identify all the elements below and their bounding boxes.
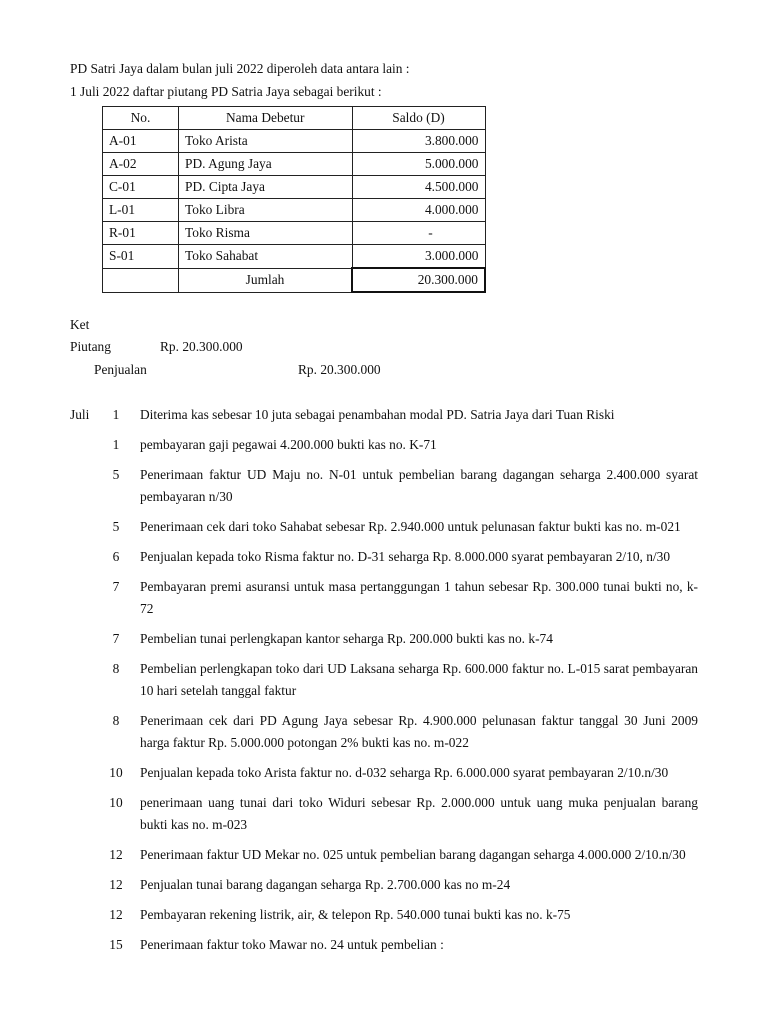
day-number: 15 [109, 937, 123, 952]
cell-no: C-01 [103, 176, 179, 199]
list-item [70, 934, 698, 956]
day-number: 7 [112, 631, 120, 646]
table-header-row [103, 107, 486, 130]
cell-name: Toko Libra [179, 199, 353, 222]
table-row [103, 245, 486, 269]
intro-line-2: 1 Juli 2022 daftar piutang PD Satria Jaya sebagai berikut : [70, 84, 382, 99]
transaction-text: Pembelian perlengkapan toko dari UD Laksana seharga Rp. 600.000 faktur no. L-015 sarat pembayaran 10 hari setelah tanggal faktur [140, 661, 698, 698]
day-number: 8 [112, 661, 120, 676]
penjualan-value: Rp. 20.300.000 [298, 362, 381, 377]
day-number: 10 [109, 795, 123, 810]
table-row [103, 130, 486, 153]
ket-title: Ket [70, 317, 90, 332]
day-number: 1 [112, 437, 120, 452]
transaction-text: Penerimaan faktur UD Maju no. N-01 untuk pembelian barang dagangan seharga 2.400.000 syarat pembayaran n/30 [140, 467, 698, 504]
month-label: Juli [70, 407, 90, 422]
cell-empty [103, 268, 179, 292]
list-item [70, 874, 698, 896]
transaction-text: Penerimaan faktur UD Mekar no. 025 untuk pembelian barang dagangan seharga 4.000.000 2/10.n/30 [140, 847, 686, 862]
day-number: 12 [109, 877, 123, 892]
cell-no: R-01 [103, 222, 179, 245]
table-row [103, 199, 486, 222]
cell-name: Toko Sahabat [179, 245, 353, 269]
transaction-text: pembayaran gaji pegawai 4.200.000 bukti kas no. K-71 [140, 437, 437, 452]
cell-name: Toko Risma [179, 222, 353, 245]
list-item [70, 904, 698, 926]
list-item [70, 710, 698, 754]
list-item [70, 516, 698, 538]
table-row [103, 153, 486, 176]
header-no: No. [103, 107, 179, 130]
cell-saldo: 4.000.000 [352, 199, 485, 222]
list-item [70, 658, 698, 702]
receivables-table [102, 106, 486, 293]
cell-name: Toko Arista [179, 130, 353, 153]
transaction-text: Pembayaran rekening listrik, air, & telepon Rp. 540.000 tunai bukti kas no. k-75 [140, 907, 571, 922]
list-item [70, 546, 698, 568]
total-label: Jumlah [179, 268, 353, 292]
day-number: 1 [112, 407, 120, 422]
list-item [70, 576, 698, 620]
transaction-text: Pembelian tunai perlengkapan kantor seharga Rp. 200.000 bukti kas no. k-74 [140, 631, 553, 646]
list-item [70, 404, 698, 426]
piutang-value: Rp. 20.300.000 [160, 339, 243, 354]
transaction-text: Penjualan kepada toko Arista faktur no. d-032 seharga Rp. 6.000.000 syarat pembayaran 2/10.n/30 [140, 765, 669, 780]
list-item [70, 434, 698, 456]
transaction-text: penerimaan uang tunai dari toko Widuri sebesar Rp. 2.000.000 untuk uang muka penjualan barang bukti kas no. m-023 [140, 795, 698, 832]
table-row [103, 176, 486, 199]
list-item [70, 628, 698, 650]
header-saldo: Saldo (D) [352, 107, 485, 130]
transaction-list [70, 404, 698, 964]
cell-saldo: 4.500.000 [352, 176, 485, 199]
transaction-text: Penjualan tunai barang dagangan seharga Rp. 2.700.000 kas no m-24 [140, 877, 511, 892]
transaction-text: Diterima kas sebesar 10 juta sebagai penambahan modal PD. Satria Jaya dari Tuan Riski [140, 407, 615, 422]
penjualan-label: Penjualan [94, 362, 147, 377]
cell-no: L-01 [103, 199, 179, 222]
cell-saldo: 3.000.000 [352, 245, 485, 269]
transaction-text: Penerimaan cek dari toko Sahabat sebesar Rp. 2.940.000 untuk pelunasan faktur bukti kas no. m-021 [140, 519, 681, 534]
cell-saldo: - [352, 222, 485, 245]
cell-no: A-01 [103, 130, 179, 153]
list-item [70, 792, 698, 836]
transaction-text: Penjualan kepada toko Risma faktur no. D-31 seharga Rp. 8.000.000 syarat pembayaran 2/10, n/30 [140, 549, 671, 564]
list-item [70, 844, 698, 866]
list-item [70, 762, 698, 784]
transaction-text: Penerimaan cek dari PD Agung Jaya sebesar Rp. 4.900.000 pelunasan faktur tanggal 30 Juni 2009 harga faktur Rp. 5.000.000 potongan 2% bukti kas no. m-022 [140, 713, 698, 750]
cell-saldo: 3.800.000 [352, 130, 485, 153]
cell-no: A-02 [103, 153, 179, 176]
list-item [70, 464, 698, 508]
day-number: 6 [112, 549, 120, 564]
day-number: 8 [112, 713, 120, 728]
table-total-row [103, 268, 486, 292]
total-value: 20.300.000 [352, 268, 485, 292]
intro-line-1: PD Satri Jaya dalam bulan juli 2022 diperoleh data antara lain : [70, 61, 410, 76]
day-number: 7 [112, 579, 120, 594]
transaction-text: Penerimaan faktur toko Mawar no. 24 untuk pembelian : [140, 937, 444, 952]
header-name: Nama Debetur [179, 107, 353, 130]
cell-saldo: 5.000.000 [352, 153, 485, 176]
cell-name: PD. Agung Jaya [179, 153, 353, 176]
day-number: 10 [109, 765, 123, 780]
day-number: 12 [109, 847, 123, 862]
day-number: 5 [112, 519, 120, 534]
transaction-text: Pembayaran premi asuransi untuk masa pertanggungan 1 tahun sebesar Rp. 300.000 tunai bukti no, k-72 [140, 579, 698, 616]
day-number: 5 [112, 467, 120, 482]
table-row [103, 222, 486, 245]
cell-no: S-01 [103, 245, 179, 269]
day-number: 12 [109, 907, 123, 922]
cell-name: PD. Cipta Jaya [179, 176, 353, 199]
piutang-label: Piutang [70, 339, 111, 354]
